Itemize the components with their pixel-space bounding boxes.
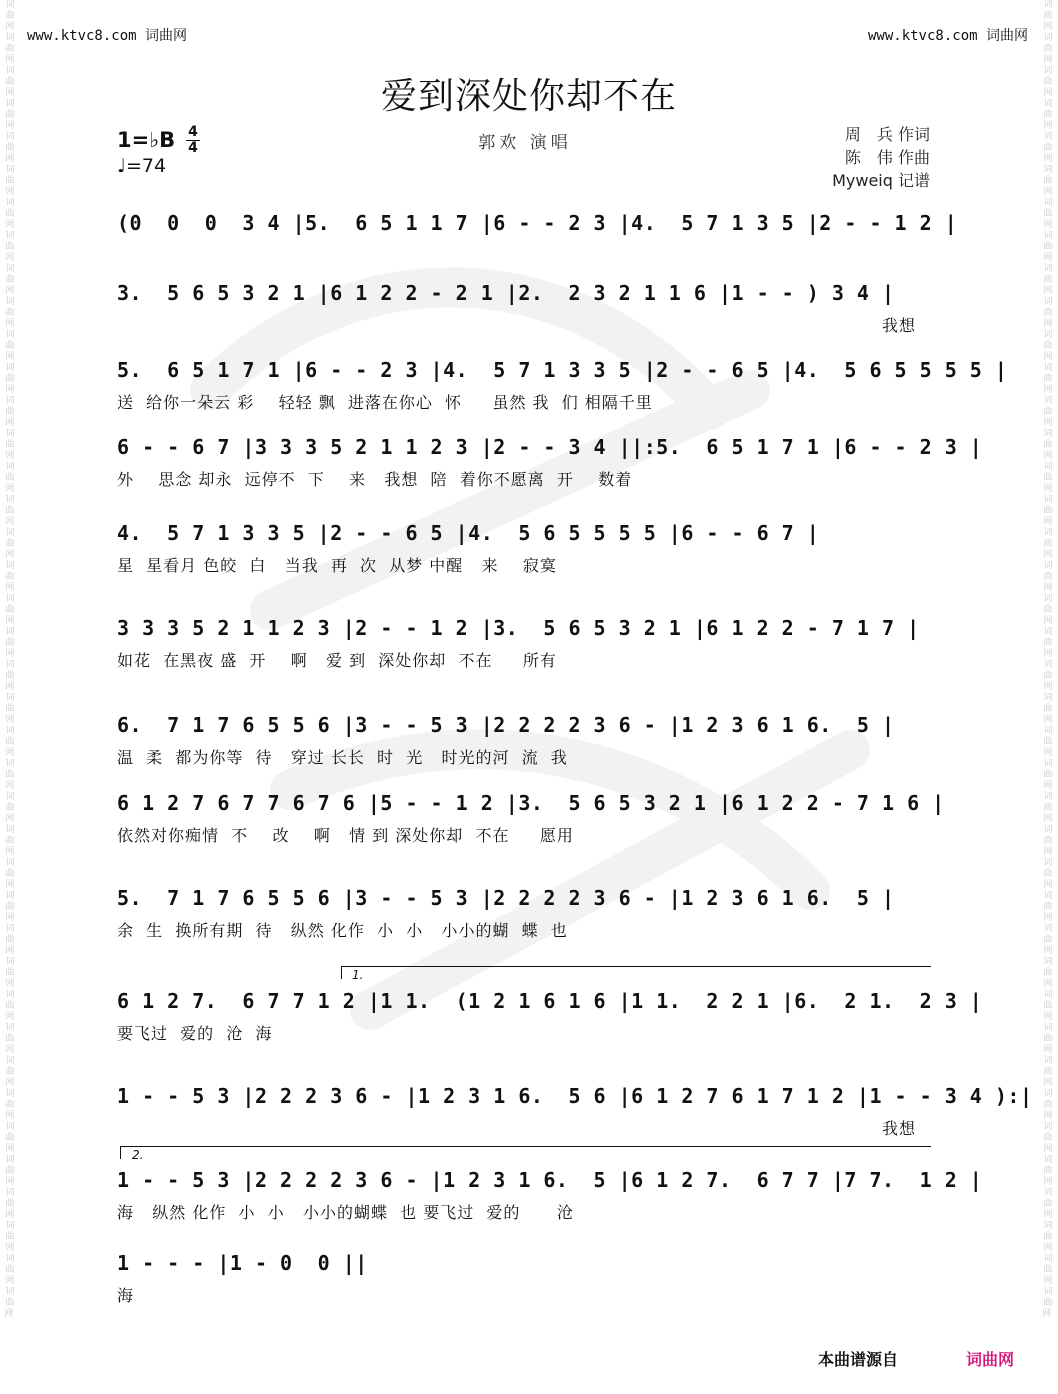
side-watermark-right: 词曲网 词曲网 词曲网 词曲网 词曲网 词曲网 词曲网 词曲网 词曲网 词曲网 词曲网 词曲网 词曲网 词曲网 词曲网 词曲网 词曲网 词曲网 词曲网 词曲网 词曲网 词曲网 词曲网 词曲网 词曲网 词曲网 词曲网 词曲网 词曲网 词曲网 词曲网 词曲网 词曲网 词曲网 词曲网 词曲网 词曲网 词曲网 词曲网 词曲网 [1042, 0, 1056, 1319]
notation-line: 5. 7 1 7 6 5 5 6 |3 - - 5 3 |2 2 2 2 3 6 - |1 2 3 6 1 6. 5 | [117, 886, 895, 910]
lyric-line: 如花 在黑夜 盛 开 啊 爱 到 深处你却 不在 所有 [117, 651, 557, 670]
lyric-line: 我想 [881, 316, 916, 335]
notation-line: 3. 5 6 5 3 2 1 |6 1 2 2 - 2 1 |2. 2 3 2 1 1 6 |1 - - ) 3 4 | [117, 281, 895, 305]
lyric-line: 海 纵然 化作 小 小 小小的蝴蝶 也 要飞过 爱的 沧 [117, 1203, 574, 1222]
notation-line: 6. 7 1 7 6 5 5 6 |3 - - 5 3 |2 2 2 2 3 6 - |1 2 3 6 1 6. 5 | [117, 713, 895, 737]
notation-line: 5. 6 5 1 7 1 |6 - - 2 3 |4. 5 7 1 3 3 5 |2 - - 6 5 |4. 5 6 5 5 5 5 | [117, 358, 1008, 382]
singer-credit: 郭欢 演唱 [478, 133, 572, 153]
first-ending-label: 1. [352, 968, 364, 982]
lyric-line: 我想 [881, 1119, 916, 1138]
lyric-line: 要飞过 爱的 沧 海 [117, 1024, 273, 1043]
footer-site-link[interactable]: 词曲网 [966, 1350, 1015, 1369]
credits-block [832, 123, 930, 192]
time-signature-bottom: 4 [188, 140, 198, 156]
composer-credit: 陈 伟 作曲 [844, 148, 930, 167]
notation-line: 4. 5 7 1 3 3 5 |2 - - 6 5 |4. 5 6 5 5 5 5 |6 - - 6 7 | [117, 521, 820, 545]
lyric-line: 依然对你痴情 不 改 啊 情 到 深处你却 不在 愿用 [117, 826, 574, 845]
notation-line: 1 - - 5 3 |2 2 2 2 3 6 - |1 2 3 1 6. 5 |6 1 2 7. 6 7 7 |7 7. 1 2 | [117, 1168, 983, 1192]
second-ending-bracket [120, 1146, 931, 1159]
second-ending-label: 2. [132, 1148, 144, 1162]
lyric-line: 余 生 换所有期 待 纵然 化作 小 小 小小的蝴 蝶 也 [117, 921, 568, 940]
song-title: 爱到深处你却不在 [380, 76, 677, 117]
footer-source-label: 本曲谱源自 [818, 1350, 899, 1369]
lyric-line: 外 思念 却永 远停不 下 来 我想 陪 着你不愿离 开 数着 [117, 470, 633, 489]
time-signature-top: 4 [188, 124, 198, 140]
notation-line: 1 - - 5 3 |2 2 2 3 6 - |1 2 3 1 6. 5 6 |6 1 2 7 6 1 7 1 2 |1 - - 3 4 ):| [117, 1084, 1033, 1108]
site-url-right[interactable]: www.ktvc8.com 词曲网 [867, 28, 1028, 44]
notation-line: 6 1 2 7 6 7 7 6 7 6 |5 - - 1 2 |3. 5 6 5 3 2 1 |6 1 2 2 - 7 1 6 | [117, 791, 945, 815]
side-watermark-left: 词曲网 词曲网 词曲网 词曲网 词曲网 词曲网 词曲网 词曲网 词曲网 词曲网 词曲网 词曲网 词曲网 词曲网 词曲网 词曲网 词曲网 词曲网 词曲网 词曲网 词曲网 词曲网 词曲网 词曲网 词曲网 词曲网 词曲网 词曲网 词曲网 词曲网 词曲网 词曲网 词曲网 词曲网 词曲网 词曲网 词曲网 词曲网 词曲网 词曲网 [4, 0, 18, 1319]
first-ending-bracket [341, 966, 931, 979]
lyric-line: 海 [117, 1286, 135, 1305]
lyric-line: 送 给你一朵云 彩 轻轻 飘 进落在你心 怀 虽然 我 们 相隔千里 [117, 393, 653, 412]
site-url-left[interactable]: www.ktvc8.com 词曲网 [27, 28, 188, 44]
lyricist-credit: 周 兵 作词 [844, 125, 930, 144]
notation-line: (0 0 0 3 4 |5. 6 5 1 1 7 |6 - - 2 3 |4. 5 7 1 3 5 |2 - - 1 2 | [117, 211, 958, 235]
notation-line: 1 - - - |1 - 0 0 || [117, 1251, 368, 1275]
notation-line: 6 1 2 7. 6 7 7 1 2 |1 1. (1 2 1 6 1 6 |1 1. 2 2 1 |6. 2 1. 2 3 | [117, 989, 983, 1013]
transcriber-credit: Myweiq 记谱 [832, 171, 930, 190]
lyric-line: 星 星看月 色皎 白 当我 再 次 从梦 中醒 来 寂寞 [117, 556, 557, 575]
notation-line: 3 3 3 5 2 1 1 2 3 |2 - - 1 2 |3. 5 6 5 3 2 1 |6 1 2 2 - 7 1 7 | [117, 616, 920, 640]
key-signature: 1=♭B [117, 128, 176, 152]
tempo-marking: ♩=74 [117, 155, 167, 177]
lyric-line: 温 柔 都为你等 待 穿过 长长 时 光 时光的河 流 我 [117, 748, 568, 767]
notation-line: 6 - - 6 7 |3 3 3 5 2 1 1 2 3 |2 - - 3 4 ||:5. 6 5 1 7 1 |6 - - 2 3 | [117, 435, 983, 459]
